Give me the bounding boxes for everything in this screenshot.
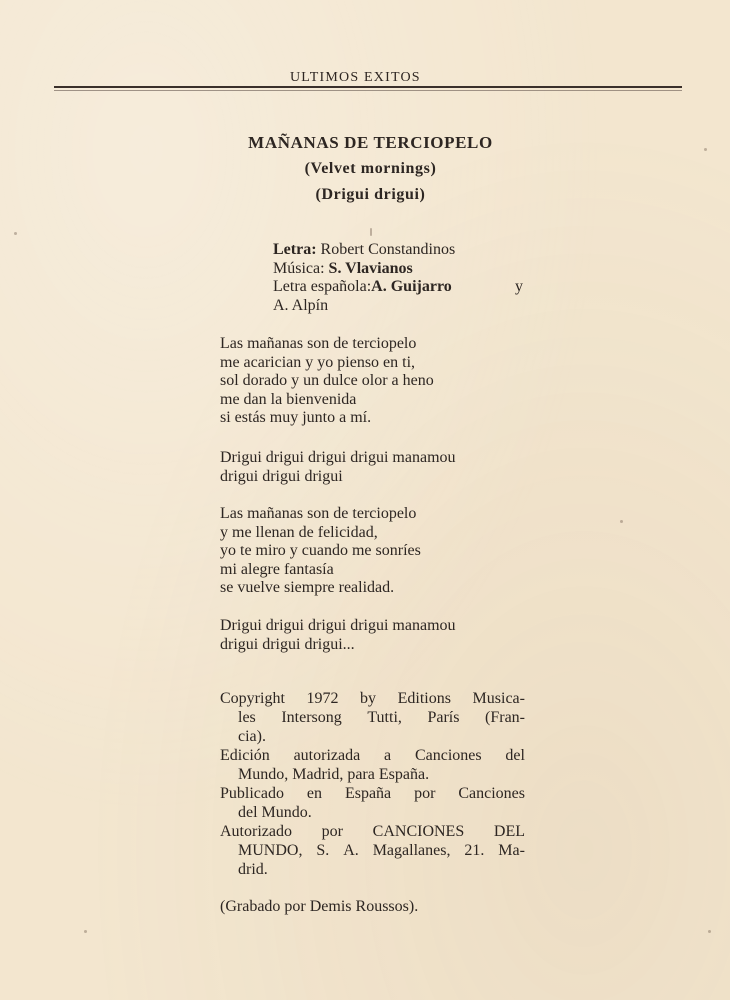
chorus-1 bbox=[220, 449, 456, 486]
lyric-line: se vuelve siempre realidad. bbox=[220, 579, 395, 596]
license-word: DEL bbox=[493, 823, 525, 840]
license-word: Autorizado bbox=[220, 823, 292, 840]
publication-word: Publicado bbox=[220, 785, 284, 802]
copyright-word: Tutti, bbox=[367, 709, 402, 726]
copyright-word: 1972 bbox=[306, 690, 339, 707]
copyright-word: Musica- bbox=[472, 690, 525, 707]
publication-line bbox=[220, 784, 525, 803]
publication-word: por bbox=[414, 785, 436, 802]
lyric-line: y me llenan de felicidad, bbox=[220, 523, 378, 541]
song-credits bbox=[273, 241, 533, 315]
copyright-line bbox=[220, 689, 525, 708]
copyright-word: les bbox=[238, 709, 256, 726]
paper-speck bbox=[370, 228, 372, 236]
lyrics-author: Robert Constandinos bbox=[320, 241, 456, 258]
license-word: MUNDO, bbox=[238, 842, 303, 859]
lyric-line: sol dorado y un dulce olor a heno bbox=[220, 372, 434, 389]
lyric-line: si estás muy junto a mí. bbox=[220, 409, 372, 426]
song-subtitle-alt: (Drigui drigui) bbox=[315, 186, 426, 203]
license-line bbox=[220, 841, 525, 860]
spanish-author-2: A. Alpín bbox=[273, 296, 329, 314]
copyright-word: París bbox=[427, 709, 460, 726]
license-word: por bbox=[321, 823, 343, 840]
paper-speck bbox=[84, 930, 87, 933]
spanish-lyrics-prefix bbox=[273, 278, 452, 297]
authorization-word: del bbox=[505, 747, 525, 764]
section-header: ULTIMOS EXITOS bbox=[290, 70, 421, 85]
spanish-and: y bbox=[515, 278, 523, 295]
lyric-line: drigui drigui drigui... bbox=[220, 635, 355, 653]
copyright-line bbox=[220, 708, 525, 727]
lyric-line: Drigui drigui drigui drigui manamou bbox=[220, 449, 456, 466]
paper-speck bbox=[620, 520, 623, 523]
publication-word: España bbox=[344, 785, 392, 802]
lyric-line: drigui drigui drigui bbox=[220, 467, 343, 485]
license-word: CANCIONES bbox=[372, 823, 465, 840]
license-word: Ma- bbox=[498, 842, 525, 859]
license-word: A. bbox=[343, 842, 359, 859]
header-rule-thin bbox=[54, 90, 682, 91]
authorization-word: a bbox=[384, 747, 392, 764]
music-author: S. Vlavianos bbox=[328, 259, 413, 277]
lyric-line: Drigui drigui drigui drigui manamou bbox=[220, 617, 456, 634]
spanish-lyrics-label: Letra española: bbox=[273, 278, 372, 295]
song-title: MAÑANAS DE TERCIOPELO bbox=[248, 133, 493, 152]
copyright-word: Editions bbox=[397, 690, 451, 707]
copyright-word: Intersong bbox=[281, 709, 342, 726]
music-label: Música: bbox=[273, 259, 325, 277]
lyric-line: me acarician y yo pienso en ti, bbox=[220, 353, 416, 371]
paper-speck bbox=[708, 930, 711, 933]
authorization-line bbox=[220, 746, 525, 765]
verse-1 bbox=[220, 335, 434, 428]
copyright-word: Copyright bbox=[220, 690, 285, 707]
copyright-notice bbox=[220, 689, 525, 879]
chorus-2 bbox=[220, 617, 456, 654]
lyrics-credit bbox=[273, 241, 533, 260]
paper-speck bbox=[704, 148, 707, 151]
header-rule bbox=[54, 86, 682, 88]
license-word: 21. bbox=[464, 842, 485, 859]
recorded-by: (Grabado por Demis Roussos). bbox=[220, 898, 419, 915]
authorization-word: Canciones bbox=[414, 747, 482, 764]
lyric-line: mi alegre fantasía bbox=[220, 560, 334, 578]
lyrics-label: Letra: bbox=[273, 241, 317, 258]
authorization-word: Edición bbox=[220, 747, 270, 764]
music-credit bbox=[273, 260, 533, 279]
authorization-line: Mundo, Madrid, para España. bbox=[238, 766, 430, 783]
lyric-line: Las mañanas son de terciopelo bbox=[220, 335, 417, 352]
copyright-line: cia). bbox=[238, 728, 266, 745]
license-line: drid. bbox=[238, 861, 268, 878]
copyright-word: by bbox=[360, 690, 377, 707]
publication-word: Canciones bbox=[458, 785, 525, 802]
lyric-line: yo te miro y cuando me sonríes bbox=[220, 542, 421, 559]
license-line bbox=[220, 822, 525, 841]
copyright-word: (Fran- bbox=[485, 709, 525, 726]
authorization-word: autorizada bbox=[293, 747, 361, 764]
lyric-line: Las mañanas son de terciopelo bbox=[220, 505, 417, 522]
publication-line: del Mundo. bbox=[238, 804, 312, 821]
license-word: S. bbox=[316, 842, 330, 859]
paper-speck bbox=[14, 232, 17, 235]
license-word: Magallanes, bbox=[372, 842, 451, 859]
publication-word: en bbox=[306, 785, 323, 802]
song-subtitle-english: (Velvet mornings) bbox=[304, 160, 437, 177]
spanish-lyrics-credit bbox=[273, 278, 523, 297]
spanish-author-1: A. Guijarro bbox=[371, 278, 452, 295]
lyric-line: me dan la bienvenida bbox=[220, 390, 357, 408]
verse-2 bbox=[220, 505, 421, 598]
